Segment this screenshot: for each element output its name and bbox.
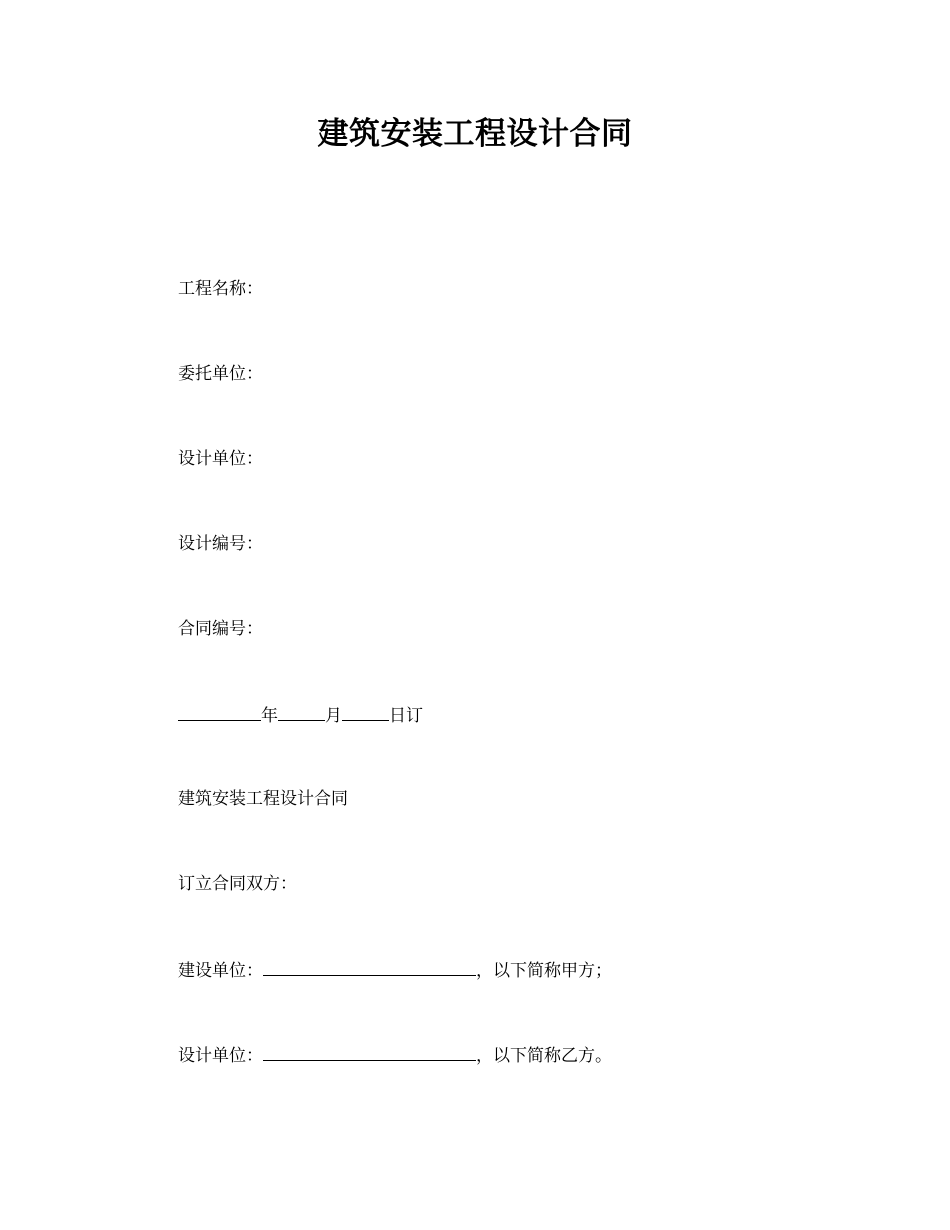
- party-b-label: 设计单位：: [178, 1046, 263, 1066]
- contract-number-field: [178, 617, 263, 641]
- month-blank: [278, 702, 325, 721]
- month-label: 月: [325, 706, 342, 726]
- document-title: 建筑安装工程设计合同: [317, 116, 633, 152]
- party-a-blank: [263, 957, 476, 976]
- project-name-label: 工程名称：: [178, 279, 263, 299]
- party-b-suffix: ，以下简称乙方。: [476, 1046, 612, 1066]
- date-line: [178, 702, 423, 728]
- party-a-line: [178, 957, 612, 983]
- party-b-line: [178, 1042, 612, 1068]
- design-unit-label: 设计单位：: [178, 449, 263, 469]
- client-label: 委托单位：: [178, 364, 263, 384]
- contract-number-label: 合同编号：: [178, 619, 263, 639]
- day-blank: [342, 702, 389, 721]
- party-a-label: 建设单位：: [178, 961, 263, 981]
- party-b-blank: [263, 1042, 476, 1061]
- design-unit-field: [178, 447, 263, 471]
- year-blank: [178, 702, 261, 721]
- year-label: 年: [261, 706, 278, 726]
- project-name-field: [178, 277, 263, 301]
- design-number-label: 设计编号：: [178, 534, 263, 554]
- design-number-field: [178, 532, 263, 556]
- contract-subtitle: 建筑安装工程设计合同: [178, 789, 348, 809]
- party-a-suffix: ，以下简称甲方；: [476, 961, 612, 981]
- parties-heading: 订立合同双方：: [178, 874, 297, 894]
- day-signed-label: 日订: [389, 706, 423, 726]
- client-field: [178, 362, 263, 386]
